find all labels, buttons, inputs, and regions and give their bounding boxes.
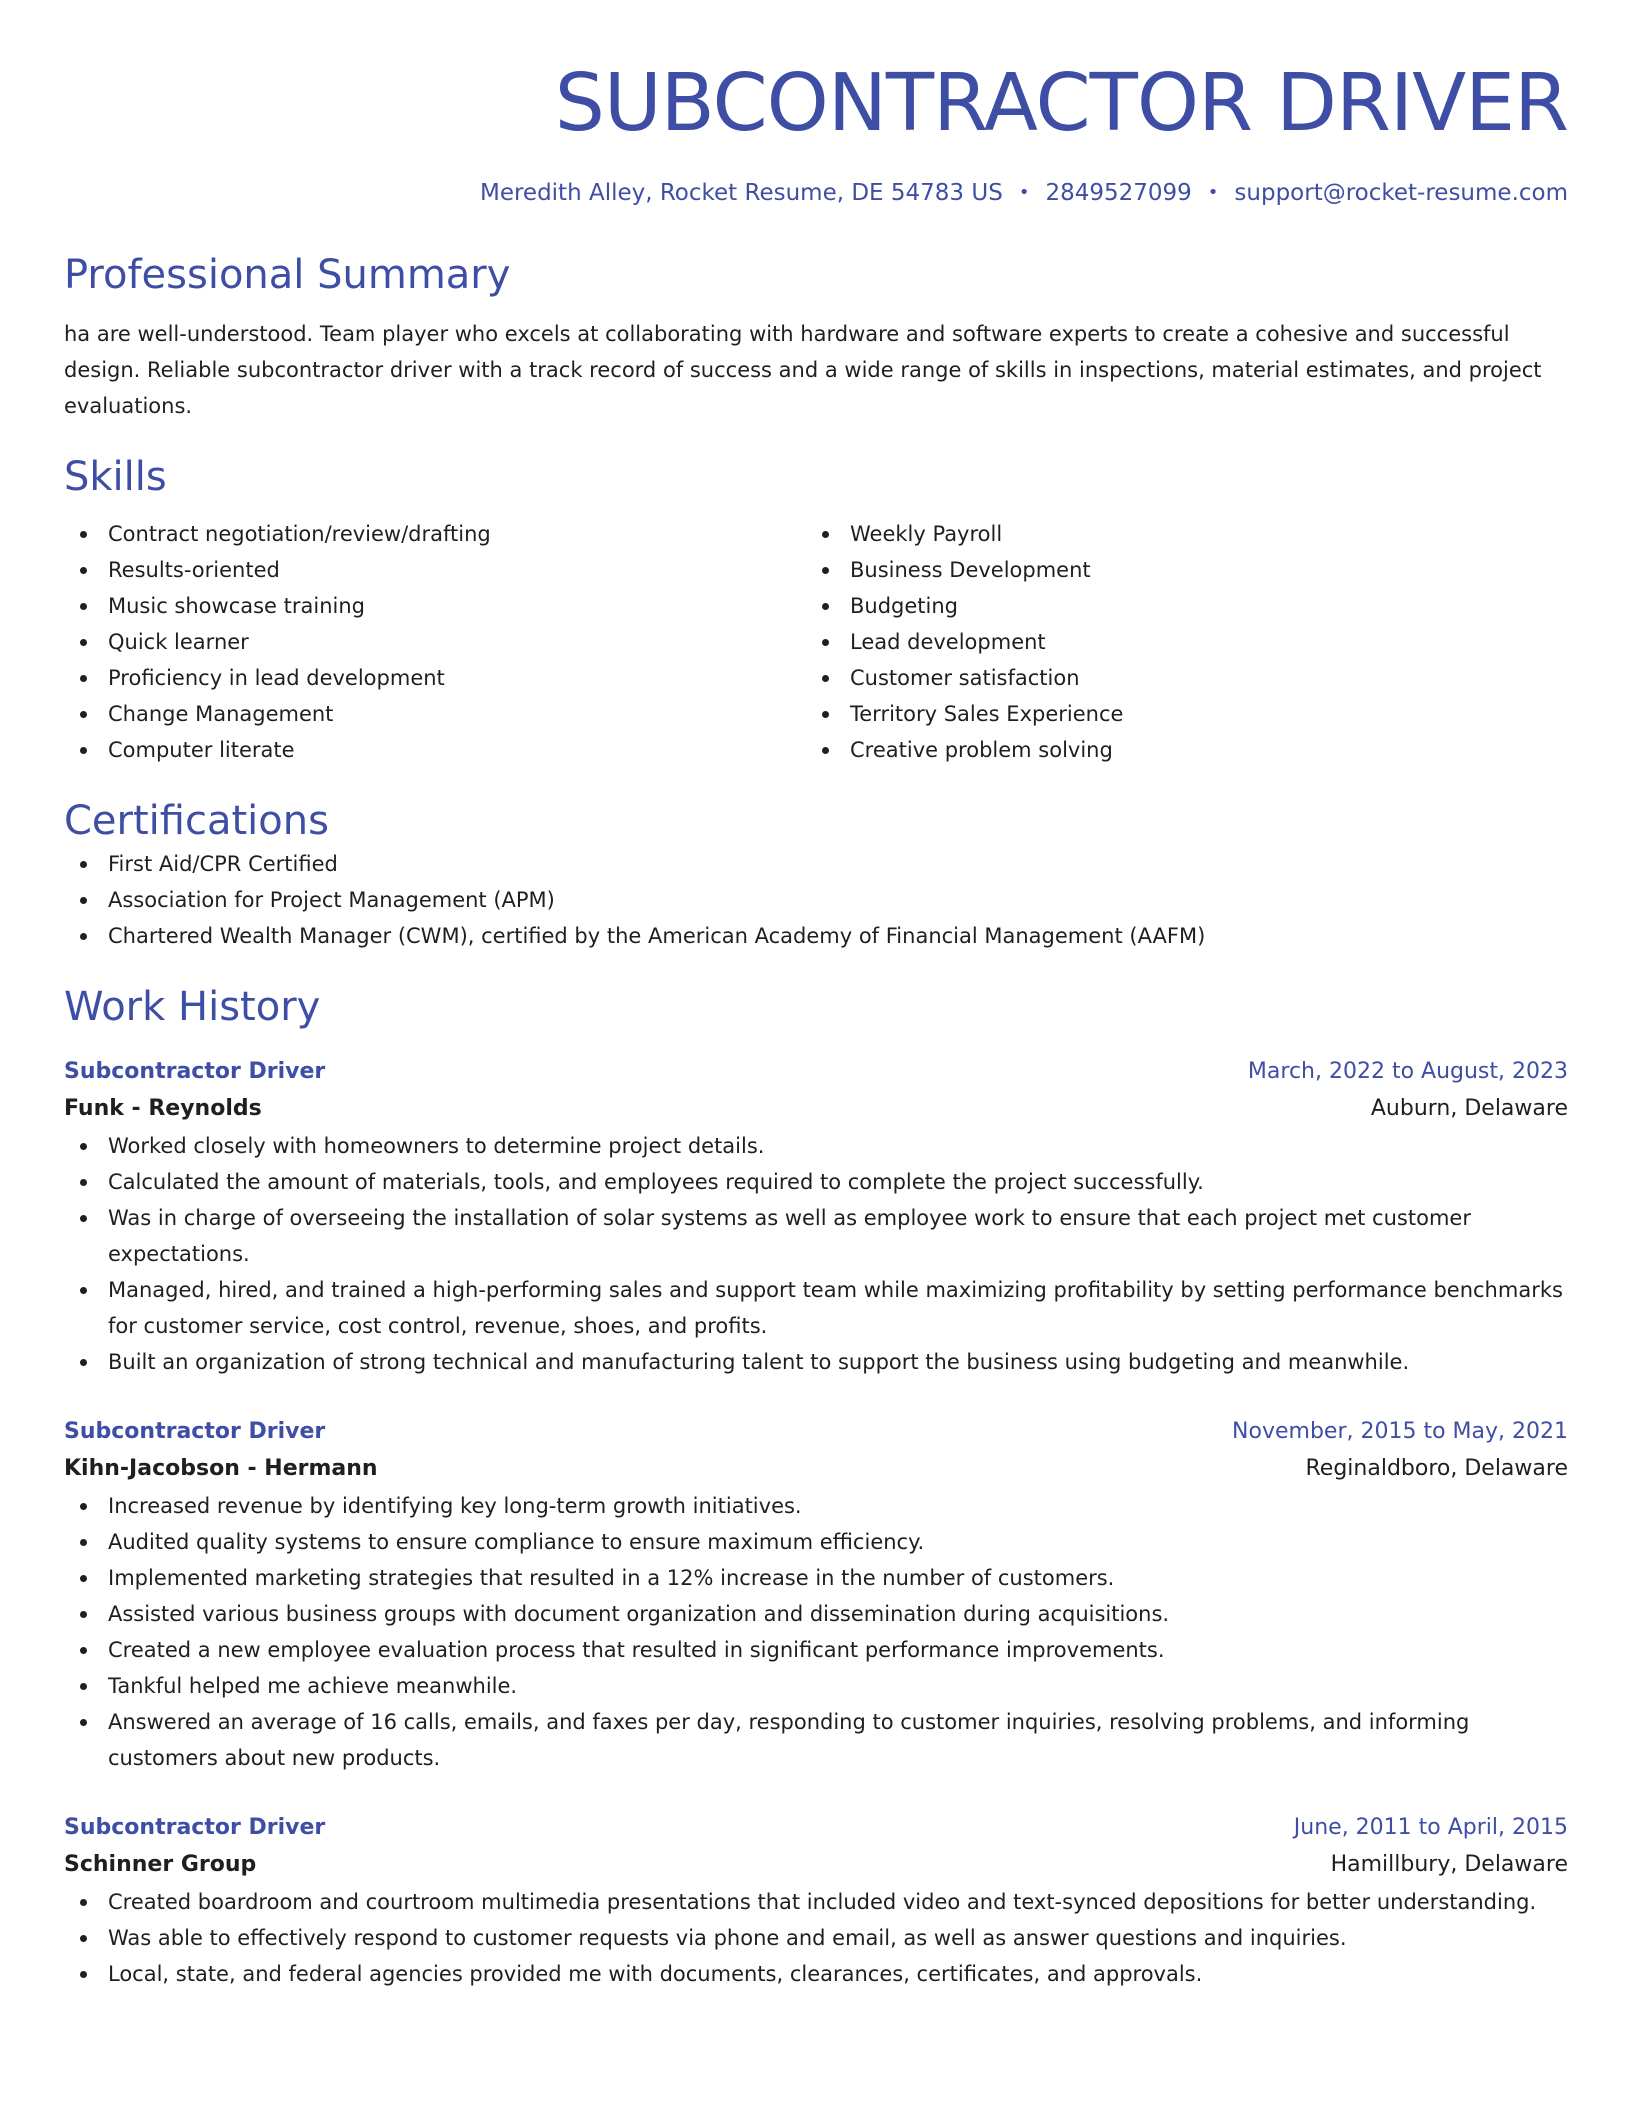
- bullet-icon: [80, 639, 87, 646]
- list-item-text: Created boardroom and courtroom multimedia presentations that included video and text-synced depositions for better understanding.: [108, 1890, 1537, 1914]
- list-item-text: Was in charge of overseeing the installation of solar systems as well as employee work to ensure that each project met customer expectations.: [108, 1206, 1471, 1266]
- skill-item: [806, 552, 1548, 588]
- job-bullets: [64, 1128, 1568, 1380]
- bullet-icon: [822, 711, 829, 718]
- bullet-icon: [80, 861, 87, 868]
- certification-item: [64, 846, 1568, 882]
- list-item-text: Local, state, and federal agencies provided me with documents, clearances, certificates, and approvals.: [108, 1962, 1203, 1986]
- bullet-icon: [80, 603, 87, 610]
- job-company: Funk - Reynolds: [64, 1096, 262, 1121]
- contact-separator: •: [1207, 182, 1219, 203]
- bullet-icon: [80, 933, 87, 940]
- skill-item: [64, 516, 806, 552]
- bullet-icon: [80, 1647, 87, 1654]
- list-item-text: Lead development: [850, 630, 1046, 654]
- job-bullet: [64, 1596, 1568, 1632]
- bullet-icon: [80, 1719, 87, 1726]
- contact-email: support@rocket-resume.com: [1234, 180, 1568, 206]
- job-company: Kihn-Jacobson - Hermann: [64, 1456, 378, 1481]
- bullet-icon: [80, 1359, 87, 1366]
- certification-item: [64, 918, 1568, 954]
- bullet-icon: [80, 1935, 87, 1942]
- job-bullet: [64, 1524, 1568, 1560]
- list-item-text: Chartered Wealth Manager (CWM), certified by the American Academy of Financial Management (AAFM): [108, 924, 1206, 948]
- job-entry: [64, 1810, 1568, 1992]
- list-item-text: Created a new employee evaluation process that resulted in significant performance improvements.: [108, 1638, 1165, 1662]
- bullet-icon: [80, 1971, 87, 1978]
- list-item-text: Audited quality systems to ensure compliance to ensure maximum efficiency.: [108, 1530, 925, 1554]
- list-item-text: Contract negotiation/review/drafting: [108, 522, 491, 546]
- skills-heading: Skills: [64, 454, 167, 500]
- job-header-row: [64, 1810, 1568, 1846]
- list-item-text: Customer satisfaction: [850, 666, 1080, 690]
- certification-item: [64, 882, 1568, 918]
- skill-item: [806, 696, 1548, 732]
- certifications-heading: Certifications: [64, 798, 329, 844]
- job-company-row: [64, 1090, 1568, 1128]
- list-item-text: Proficiency in lead development: [108, 666, 445, 690]
- bullet-icon: [80, 1287, 87, 1294]
- contact-info: [64, 178, 1568, 208]
- bullet-icon: [80, 1503, 87, 1510]
- skill-item: [64, 624, 806, 660]
- skills-list-left: [64, 516, 806, 768]
- list-item-text: Music showcase training: [108, 594, 366, 618]
- job-company-row: [64, 1450, 1568, 1488]
- skill-item: [806, 588, 1548, 624]
- resume-name-heading: SUBCONTRACTOR DRIVER: [554, 57, 1568, 149]
- job-bullet: [64, 1668, 1568, 1704]
- job-company: Schinner Group: [64, 1852, 257, 1877]
- list-item-text: Answered an average of 16 calls, emails, and faxes per day, responding to customer inquiries, resolving problems, and informing customers about new products.: [108, 1710, 1470, 1770]
- job-bullet: [64, 1884, 1568, 1920]
- list-item-text: Territory Sales Experience: [850, 702, 1124, 726]
- job-entry: [64, 1054, 1568, 1380]
- job-bullet: [64, 1560, 1568, 1596]
- bullet-icon: [80, 1143, 87, 1150]
- skill-item: [64, 552, 806, 588]
- list-item-text: Weekly Payroll: [850, 522, 1003, 546]
- skill-item: [64, 732, 806, 768]
- job-bullet: [64, 1164, 1568, 1200]
- bullet-icon: [80, 1899, 87, 1906]
- bullet-icon: [80, 1215, 87, 1222]
- job-bullet: [64, 1632, 1568, 1668]
- bullet-icon: [80, 567, 87, 574]
- skill-item: [806, 732, 1548, 768]
- job-bullet: [64, 1200, 1568, 1272]
- list-item-text: Worked closely with homeowners to determine project details.: [108, 1134, 765, 1158]
- job-dates: March, 2022 to August, 2023: [1247, 1059, 1568, 1084]
- bullet-icon: [80, 1575, 87, 1582]
- skill-item: [64, 660, 806, 696]
- bullet-icon: [80, 897, 87, 904]
- bullet-icon: [822, 531, 829, 538]
- job-header-row: [64, 1054, 1568, 1090]
- bullet-icon: [822, 603, 829, 610]
- job-bullet: [64, 1272, 1568, 1344]
- job-dates: June, 2011 to April, 2015: [1293, 1815, 1568, 1840]
- bullet-icon: [80, 1683, 87, 1690]
- contact-phone: 2849527099: [1045, 180, 1192, 206]
- bullet-icon: [80, 531, 87, 538]
- list-item-text: Association for Project Management (APM): [108, 888, 555, 912]
- bullet-icon: [80, 1611, 87, 1618]
- list-item-text: Increased revenue by identifying key long-term growth initiatives.: [108, 1494, 802, 1518]
- list-item-text: Quick learner: [108, 630, 249, 654]
- work-history-heading: Work History: [64, 984, 321, 1030]
- skill-item: [64, 696, 806, 732]
- bullet-icon: [80, 1179, 87, 1186]
- certifications-list: [64, 846, 1568, 954]
- list-item-text: Implemented marketing strategies that resulted in a 12% increase in the number of customers.: [108, 1566, 1115, 1590]
- list-item-text: Results-oriented: [108, 558, 280, 582]
- bullet-icon: [822, 675, 829, 682]
- job-location: Reginaldboro, Delaware: [1305, 1456, 1568, 1481]
- job-entry: [64, 1414, 1568, 1776]
- bullet-icon: [80, 675, 87, 682]
- bullet-icon: [80, 711, 87, 718]
- list-item-text: Assisted various business groups with document organization and dissemination during acquisitions.: [108, 1602, 1170, 1626]
- skill-item: [64, 588, 806, 624]
- list-item-text: Computer literate: [108, 738, 295, 762]
- skills-column-right: [806, 516, 1548, 768]
- skills-list-right: [806, 516, 1548, 768]
- list-item-text: Managed, hired, and trained a high-performing sales and support team while maximizing profitability by setting performance benchmarks for customer service, cost control, revenue, shoes, and profits.: [108, 1278, 1563, 1338]
- list-item-text: Calculated the amount of materials, tools, and employees required to complete the project successfully.: [108, 1170, 1204, 1194]
- bullet-icon: [80, 747, 87, 754]
- list-item-text: Budgeting: [850, 594, 959, 618]
- skills-column-left: [64, 516, 806, 768]
- job-bullet: [64, 1956, 1568, 1992]
- summary-heading: Professional Summary: [64, 252, 511, 298]
- contact-address: Meredith Alley, Rocket Resume, DE 54783 US: [479, 180, 1003, 206]
- list-item-text: Built an organization of strong technical and manufacturing talent to support the business using budgeting and meanwhile.: [108, 1350, 1410, 1374]
- job-bullets: [64, 1488, 1568, 1776]
- job-dates: November, 2015 to May, 2021: [1232, 1419, 1568, 1444]
- bullet-icon: [80, 1539, 87, 1546]
- job-title: Subcontractor Driver: [64, 1059, 326, 1084]
- job-bullet: [64, 1704, 1568, 1776]
- skill-item: [806, 624, 1548, 660]
- list-item-text: Business Development: [850, 558, 1091, 582]
- job-bullet: [64, 1488, 1568, 1524]
- job-bullet: [64, 1920, 1568, 1956]
- skill-item: [806, 660, 1548, 696]
- list-item-text: Tankful helped me achieve meanwhile.: [108, 1674, 518, 1698]
- job-location: Auburn, Delaware: [1370, 1096, 1568, 1121]
- contact-separator: •: [1018, 182, 1030, 203]
- list-item-text: Creative problem solving: [850, 738, 1113, 762]
- job-bullet: [64, 1344, 1568, 1380]
- job-location: Hamillbury, Delaware: [1330, 1852, 1568, 1877]
- bullet-icon: [822, 747, 829, 754]
- summary-text: ha are well-understood. Team player who excels at collaborating with hardware and software experts to create a cohesive and successful design. Reliable subcontractor driver with a track record of success and a wide range of skills in inspections, material estimates, and project evaluations.: [64, 322, 1542, 418]
- job-title: Subcontractor Driver: [64, 1815, 326, 1840]
- list-item-text: First Aid/CPR Certified: [108, 852, 338, 876]
- list-item-text: Was able to effectively respond to customer requests via phone and email, as well as answer questions and inquiries.: [108, 1926, 1347, 1950]
- job-title: Subcontractor Driver: [64, 1419, 326, 1444]
- skill-item: [806, 516, 1548, 552]
- job-header-row: [64, 1414, 1568, 1450]
- job-bullets: [64, 1884, 1568, 1992]
- job-company-row: [64, 1846, 1568, 1884]
- bullet-icon: [822, 567, 829, 574]
- skills-grid: [64, 516, 1568, 768]
- list-item-text: Change Management: [108, 702, 334, 726]
- job-bullet: [64, 1128, 1568, 1164]
- bullet-icon: [822, 639, 829, 646]
